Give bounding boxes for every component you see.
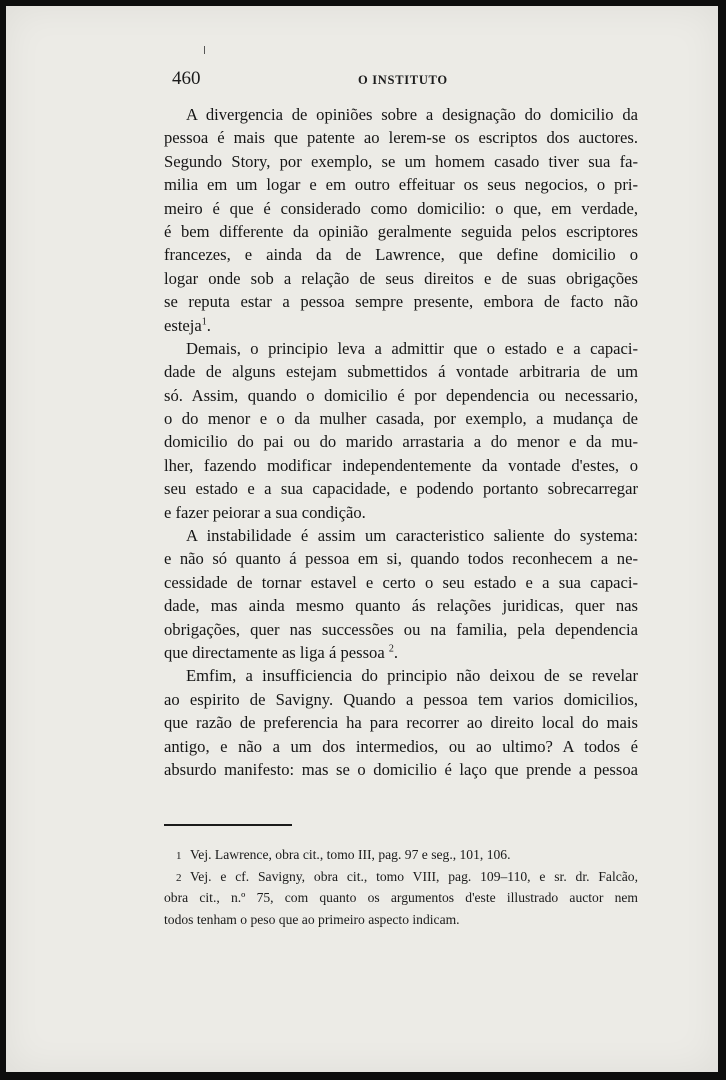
paragraph <box>164 524 638 664</box>
page-header <box>172 68 642 92</box>
footnotes <box>164 844 638 930</box>
text-line: pessoa é mais que patente ao lerem-se os escriptos dos auctores. <box>164 128 638 148</box>
text-line: lher, fazendo modificar independentemente da vontade d'estes, o <box>164 455 638 475</box>
text-fragment: . <box>393 642 399 662</box>
text-line: Demais, o principio leva a admittir que o estado e a capaci- <box>186 338 638 358</box>
paragraph <box>164 337 638 524</box>
text-line: Emfim, a insufficiencia do principio não deixou de se revelar <box>186 666 638 686</box>
footnote <box>164 844 638 866</box>
text-line: domicilio do pai ou do marido arrastaria a do menor e da mu- <box>164 432 638 452</box>
running-title: O INSTITUTO <box>358 73 448 87</box>
text-line: cessidade de tornar estavel e certo o seu estado e a sua capaci- <box>164 572 638 592</box>
text-line: A divergencia de opiniões sobre a designação do domicilio da <box>186 105 638 124</box>
footnote-reference: 2 <box>388 643 394 655</box>
footnote-text: Vej. e cf. Savigny, obra cit., tomo VIII, pag. 109–110, e sr. dr. Falcão, <box>190 868 638 884</box>
text-line: ao espirito de Savigny. Quando a pessoa tem varios domicilios, <box>164 689 638 709</box>
text-fragment: esteja <box>164 315 202 335</box>
text-line: seu estado e a sua capacidade, e podendo portanto sobrecarregar <box>164 479 638 499</box>
text-fragment: que directamente as liga á pessoa <box>164 642 385 662</box>
paragraph <box>164 664 638 781</box>
text-line: e não só quanto á pessoa em si, quando todos reconhecem a ne- <box>164 549 638 569</box>
text-line: o do menor e o da mulher casada, por exemplo, a mudança de <box>164 409 638 429</box>
text-line: meiro é que é considerado como domicilio: o que, em verdade, <box>164 198 638 218</box>
footnote-line: obra cit., n.º 75, com quanto os argumentos d'este illustrado auctor nem <box>164 890 638 905</box>
text-line: dade de alguns estejam submettidos á vontade arbitraria de um <box>164 362 638 382</box>
footnote-reference: 1 <box>201 315 207 327</box>
footnote-line <box>164 866 638 888</box>
text-line: e fazer peiorar a sua condição. <box>164 502 366 522</box>
text-line: é bem differente da opinião geralmente seguida pelos escriptores <box>164 221 638 241</box>
text-line: antigo, e não a um dos intermedios, ou ao ultimo? A todos é <box>164 736 638 756</box>
footnote-text: Vej. Lawrence, obra cit., tomo III, pag. 97 e seg., 101, 106. <box>190 847 511 862</box>
footnote-line: todos tenham o peso que ao primeiro aspecto indicam. <box>164 911 460 927</box>
paragraph <box>164 103 638 337</box>
scan-speck <box>204 46 205 54</box>
text-line: logar onde sob a relação de seus direitos e de suas obrigações <box>164 268 638 288</box>
text-line: A instabilidade é assim um caracteristico saliente do systema: <box>186 526 638 546</box>
text-line: obrigações, quer nas successões ou na familia, pela dependencia <box>164 619 638 639</box>
text-line <box>164 641 638 664</box>
text-line: milia em um logar e em outro effeituar os seus negocios, o pri- <box>164 175 638 195</box>
text-line: Segundo Story, por exemplo, se um homem casado tiver sua fa- <box>164 151 638 171</box>
page-number: 460 <box>172 68 201 89</box>
body-text <box>164 103 638 781</box>
text-line: se reputa estar a pessoa sempre presente, embora de facto não <box>164 292 638 312</box>
footnote <box>164 866 638 931</box>
footnote-line <box>164 844 638 866</box>
text-line: que razão de preferencia ha para recorrer ao direito local do mais <box>164 713 638 733</box>
text-line: absurdo manifesto: mas se o domicilio é laço que prende a pessoa <box>164 759 638 779</box>
footnote-mark: 2 <box>176 871 182 884</box>
footnote-mark: 1 <box>176 850 182 862</box>
text-line <box>164 314 638 337</box>
text-line: só. Assim, quando o domicilio é por dependencia ou necessario, <box>164 385 638 405</box>
footnote-rule <box>164 824 292 826</box>
text-fragment: . <box>206 315 211 335</box>
text-line: dade, mas ainda mesmo quanto ás relações juridicas, quer nas <box>164 596 638 616</box>
text-line: francezes, e ainda da de Lawrence, que define domicilio o <box>164 245 638 265</box>
